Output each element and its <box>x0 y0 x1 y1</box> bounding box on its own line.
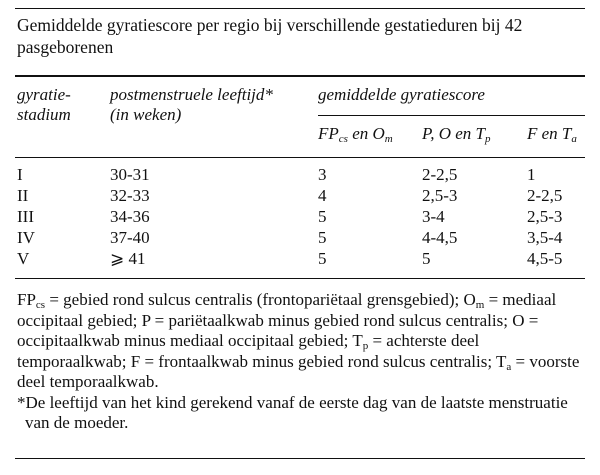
table-notes <box>17 290 587 434</box>
cell-fpcs-om: 3 <box>318 165 327 184</box>
header-age-line1: postmenstruele leeftijd* <box>110 85 273 104</box>
abbreviation-legend: $FP_{cs}$ = gebied rond sulcus centralis (frontopariëtaal grensgebied); $O_m$ = mediaal occipitaal gebied; P = pariëtaalkwab minus gebied rond sulcus centralis; O = occipitaalkwab minus mediaal occipitaal gebied; $T_p$ = achterste deel temporaalkwab; F = frontaalkwab minus gebied rond sulcus centralis; $T_a$ = voorste deel temporaalkwab. <box>17 290 580 391</box>
cell-p-o-tp: 5 <box>422 249 431 268</box>
cell-f-ta: 2-2,5 <box>527 186 563 205</box>
cell-p-o-tp: 2-2,5 <box>422 165 458 184</box>
header-top-rule <box>15 75 585 77</box>
cell-stage: V <box>17 249 30 268</box>
cell-age: 32-33 <box>110 186 150 205</box>
header-age <box>110 85 273 125</box>
subheader-p-o-tp: P, O en $T_p$ <box>422 124 491 145</box>
cell-fpcs-om: 4 <box>318 186 327 205</box>
top-rule <box>15 8 585 9</box>
cell-age: 37-40 <box>110 228 150 247</box>
cell-stage: III <box>17 207 34 226</box>
cell-fpcs-om: 5 <box>318 249 327 268</box>
header-stage <box>17 85 71 125</box>
cell-p-o-tp: 2,5-3 <box>422 186 458 205</box>
bottom-rule <box>15 458 585 459</box>
header-score-group: gemiddelde gyratiescore <box>318 85 485 104</box>
cell-fpcs-om: 5 <box>318 228 327 247</box>
header-age-line2: (in weken) <box>110 105 182 124</box>
header-bottom-rule <box>15 157 585 158</box>
cell-fpcs-om: 5 <box>318 207 327 226</box>
subheader-f-ta: F en $T_a$ <box>527 124 577 145</box>
cell-f-ta: 2,5-3 <box>527 207 563 226</box>
cell-f-ta: 3,5-4 <box>527 228 563 247</box>
header-stage-line1: gyratie- <box>17 85 71 104</box>
cell-p-o-tp: 4-4,5 <box>422 228 458 247</box>
cell-p-o-tp: 3-4 <box>422 207 445 226</box>
cell-stage: II <box>17 186 29 205</box>
subheader-fpcs-om: $FP_{cs}$ en $O_m$ <box>318 124 393 145</box>
table-caption: Gemiddelde gyratiescore per regio bij verschillende gestatieduren bij 42 pasgeborenen <box>17 15 523 57</box>
table-bottom-rule <box>15 278 585 279</box>
cell-age: ⩾ 41 <box>110 249 146 268</box>
cell-age: 30-31 <box>110 165 150 184</box>
cell-age: 34-36 <box>110 207 150 226</box>
cell-f-ta: 1 <box>527 165 536 184</box>
cell-f-ta: 4,5-5 <box>527 249 563 268</box>
subheader-rule <box>318 115 585 116</box>
footnote: *De leeftijd van het kind gerekend vanaf de eerste dag van de laatste menstruatie van de moeder. <box>17 392 568 432</box>
header-stage-line2: stadium <box>17 105 71 124</box>
cell-stage: I <box>17 165 23 184</box>
cell-stage: IV <box>17 228 35 247</box>
